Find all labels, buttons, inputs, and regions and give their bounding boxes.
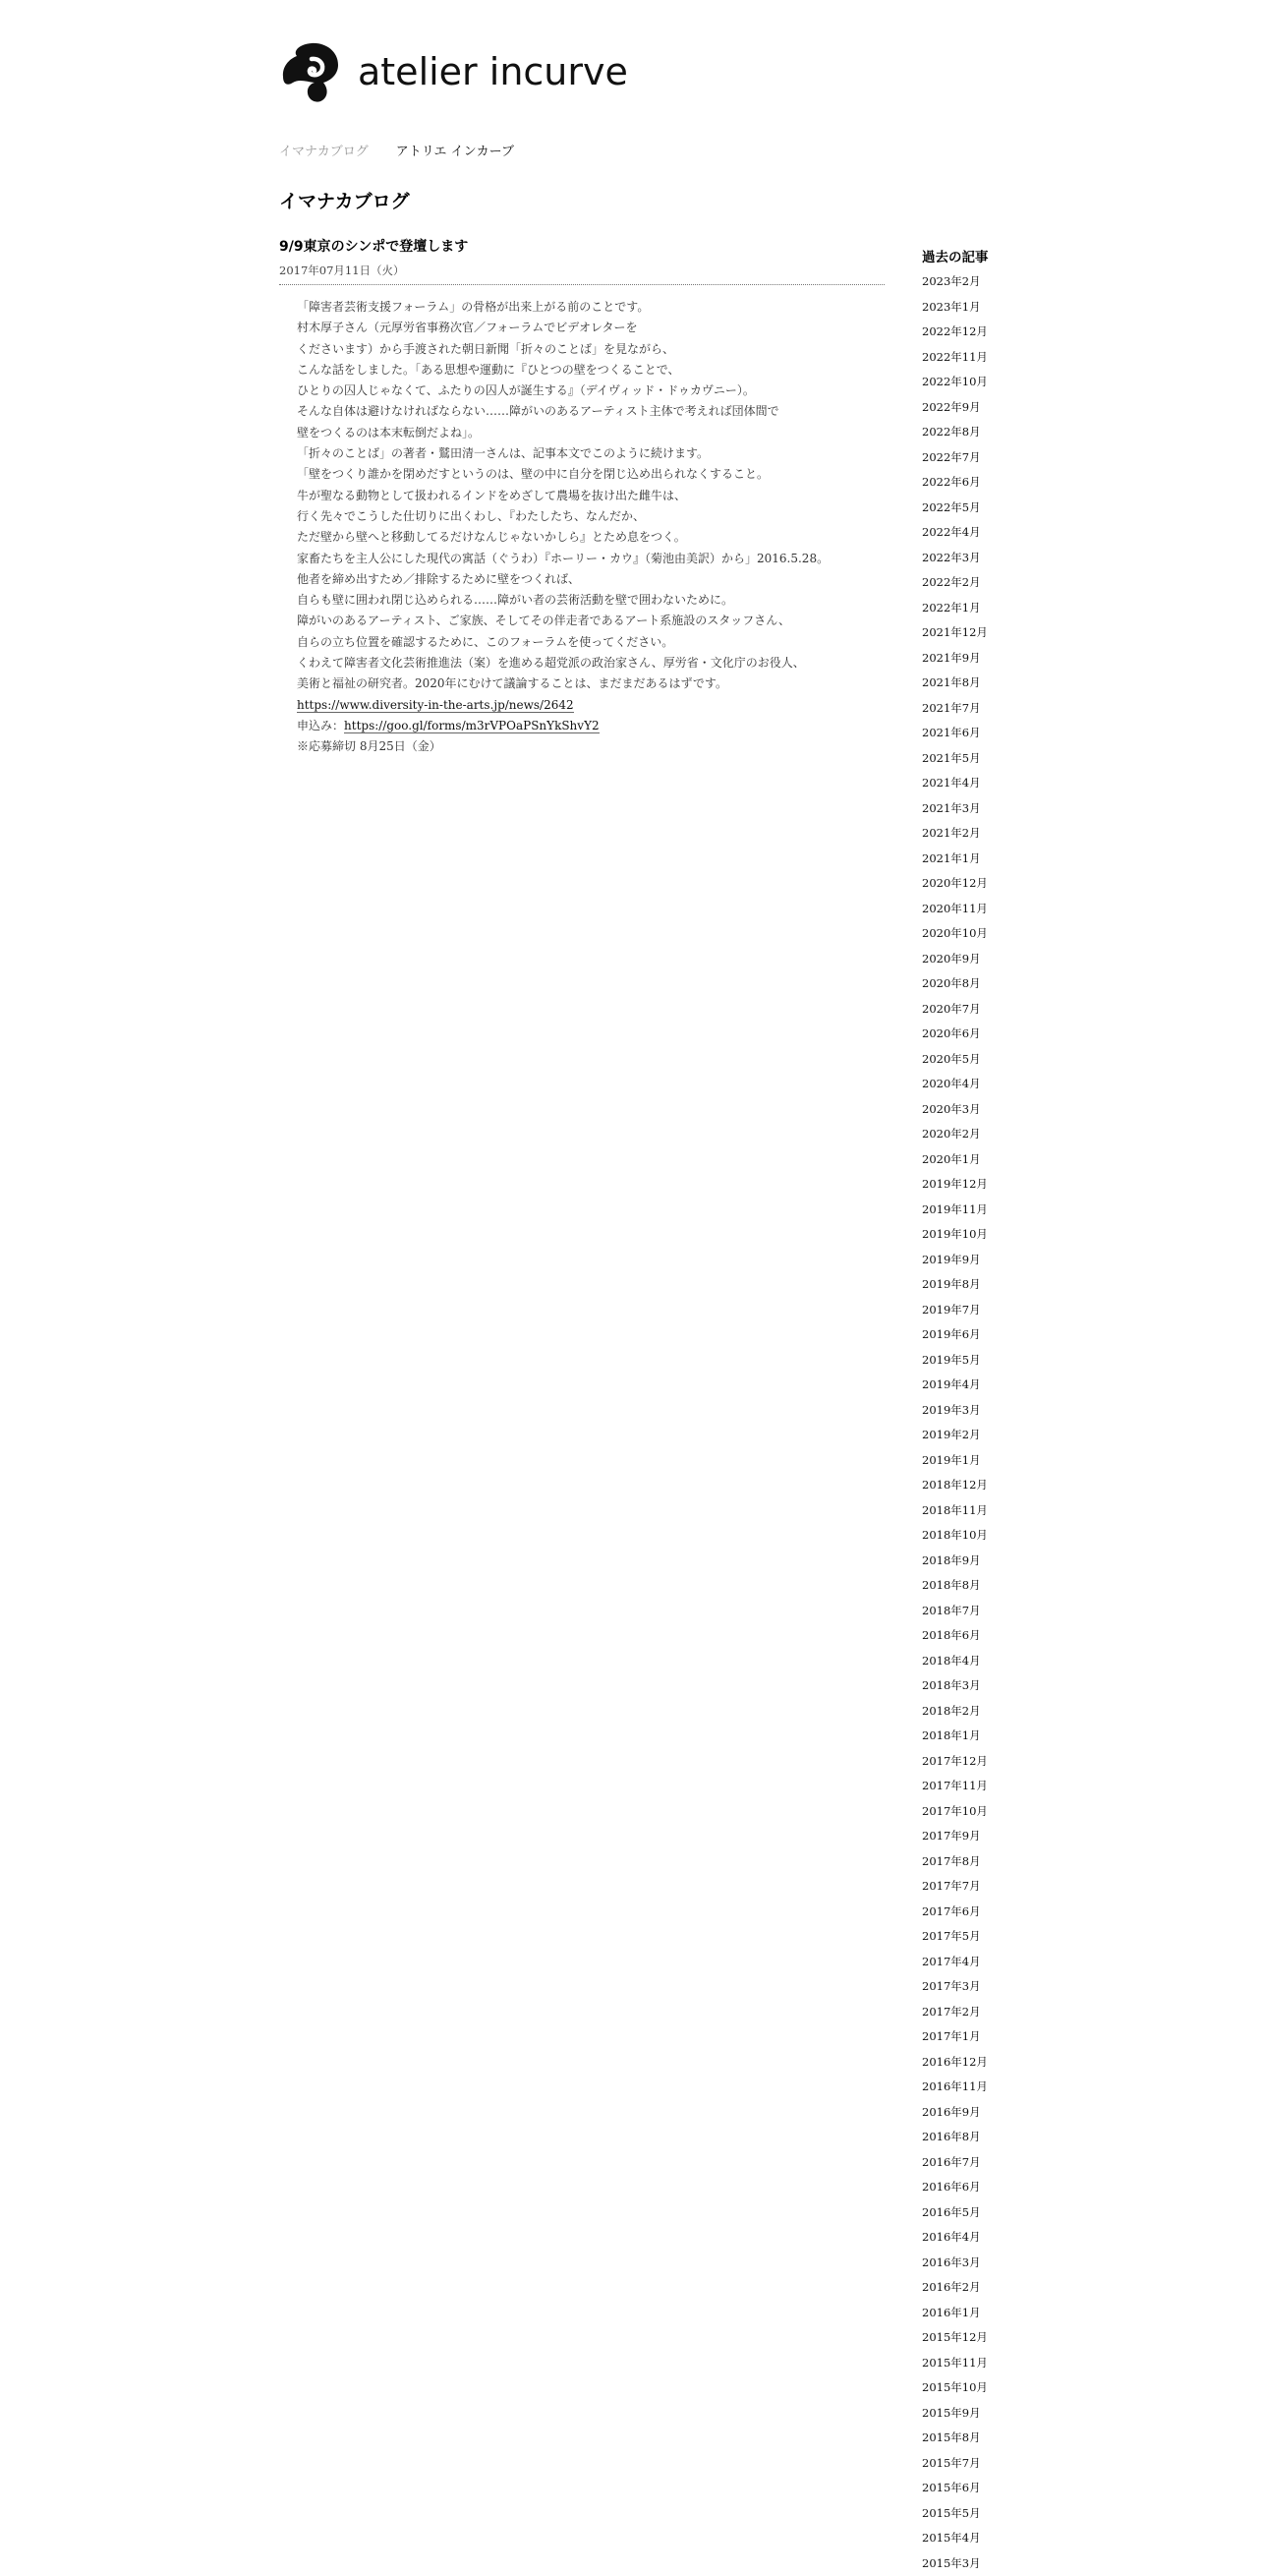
archive-link[interactable]: 2020年5月 — [922, 1052, 981, 1066]
archive-link[interactable]: 2019年6月 — [922, 1327, 981, 1341]
archive-item — [922, 2251, 1079, 2276]
archive-link[interactable]: 2021年1月 — [922, 851, 981, 865]
article-line: 行く先々でこうした仕切りに出くわし、『わたしたち、なんだか、 — [297, 506, 885, 527]
archive-link[interactable]: 2022年9月 — [922, 400, 981, 414]
archive-link[interactable]: 2019年8月 — [922, 1277, 981, 1291]
archive-item — [922, 520, 1079, 546]
archive-link[interactable]: 2015年6月 — [922, 2481, 981, 2494]
archive-item — [922, 1198, 1079, 1223]
archive-link[interactable]: 2015年9月 — [922, 2406, 981, 2420]
archive-link[interactable]: 2016年9月 — [922, 2105, 981, 2119]
archive-item — [922, 496, 1079, 521]
article-title: 9/9東京のシンポで登壇します — [279, 236, 885, 256]
archive-item — [922, 1724, 1079, 1749]
archive-title: 過去の記事 — [922, 246, 1079, 265]
archive-item — [922, 997, 1079, 1023]
archive-link[interactable]: 2019年3月 — [922, 1403, 981, 1417]
archive-item — [922, 1147, 1079, 1173]
archive-item — [922, 2301, 1079, 2326]
archive-item — [922, 546, 1079, 571]
archive-item — [922, 1749, 1079, 1775]
archive-item — [922, 345, 1079, 371]
archive-link[interactable]: 2018年4月 — [922, 1654, 981, 1668]
archive-link[interactable]: 2021年3月 — [922, 801, 981, 815]
archive-link[interactable]: 2022年4月 — [922, 525, 981, 539]
archive-item — [922, 1774, 1079, 1799]
archive-link[interactable]: 2022年12月 — [922, 324, 988, 338]
logo-wordmark[interactable]: atelier incurve — [358, 50, 628, 93]
archive-link[interactable]: 2015年11月 — [922, 2356, 988, 2370]
archive-item — [922, 320, 1079, 345]
archive-item — [922, 1699, 1079, 1725]
article-body — [279, 297, 885, 758]
archive-item — [922, 971, 1079, 997]
archive-link[interactable]: 2019年10月 — [922, 1227, 988, 1241]
archive-link[interactable]: 2021年7月 — [922, 701, 981, 715]
archive-link[interactable]: 2022年5月 — [922, 500, 981, 514]
archive-link[interactable]: 2020年1月 — [922, 1152, 981, 1166]
archive-item — [922, 2175, 1079, 2200]
archive-item — [922, 1022, 1079, 1047]
archive-link[interactable]: 2017年4月 — [922, 1955, 981, 1968]
archive-link[interactable]: 2020年8月 — [922, 976, 981, 990]
archive-item — [922, 1673, 1079, 1699]
archive-link[interactable]: 2020年6月 — [922, 1026, 981, 1040]
archive-link[interactable]: 2020年10月 — [922, 926, 988, 940]
archive-item — [922, 1874, 1079, 1900]
article-line: 「障害者芸術支援フォーラム」の骨格が出来上がる前のことです。 — [297, 297, 885, 318]
article-link-paragraph — [297, 695, 885, 716]
archive-item — [922, 1549, 1079, 1574]
archive-item — [922, 1448, 1079, 1474]
archive-link[interactable]: 2016年3月 — [922, 2255, 981, 2269]
archive-link[interactable]: 2017年10月 — [922, 1804, 988, 1818]
archive-item — [922, 1900, 1079, 1925]
archive-link[interactable]: 2022年6月 — [922, 475, 981, 489]
article-line: 美術と福祉の研究者。2020年にむけて議論することは、まだまだあるはずです。 — [297, 673, 885, 694]
archive-item — [922, 2401, 1079, 2427]
archive-link[interactable]: 2022年2月 — [922, 575, 981, 589]
archive-item — [922, 620, 1079, 646]
archive-item — [922, 2476, 1079, 2501]
article-line: 自らも壁に囲われ閉じ込められる……障がい者の芸術活動を壁で囲わないために。 — [297, 590, 885, 611]
archive-link[interactable]: 2017年11月 — [922, 1779, 988, 1792]
archive-item — [922, 2000, 1079, 2025]
archive-link[interactable]: 2015年7月 — [922, 2456, 981, 2470]
article-line: 家畜たちを主人公にした現代の寓話（ぐうわ）『ホーリー・カウ』（菊池由美訳）から」2016.5.28。 — [297, 549, 885, 569]
archive-item — [922, 1599, 1079, 1624]
article-line: くださいます）から手渡された朝日新聞「折々のことば」を見ながら、 — [297, 339, 885, 360]
archive-item — [922, 1373, 1079, 1398]
archive-link[interactable]: 2017年9月 — [922, 1829, 981, 1843]
article-line: くわえて障害者文化芸術推進法（案）を進める超党派の政治家さん、厚労省・文化庁のお役人、 — [297, 653, 885, 673]
archive-item — [922, 2551, 1079, 2576]
article-line: 他者を締め出すため／排除するために壁をつくれば、 — [297, 569, 885, 590]
article-line: 壁をつくるのは本末転倒だよね」。 — [297, 423, 885, 443]
nav-item-imanaka-blog[interactable]: イマナカブログ — [279, 141, 369, 159]
archive-link[interactable]: 2017年3月 — [922, 1979, 981, 1993]
archive-item — [922, 2451, 1079, 2477]
archive-link[interactable]: 2016年4月 — [922, 2230, 981, 2244]
archive-link[interactable]: 2021年6月 — [922, 726, 981, 739]
archive-link[interactable]: 2021年2月 — [922, 826, 981, 840]
archive-item — [922, 771, 1079, 796]
archive-link[interactable]: 2018年10月 — [922, 1528, 988, 1542]
archive-link[interactable]: 2019年7月 — [922, 1303, 981, 1317]
archive-item — [922, 1799, 1079, 1825]
archive-item — [922, 1473, 1079, 1498]
archive-item — [922, 445, 1079, 471]
archive-item — [922, 796, 1079, 822]
deadline-text: ※応募締切 8月25日（金） — [297, 736, 885, 757]
archive-item — [922, 1072, 1079, 1097]
nav-item-atelier-incurve[interactable]: アトリエ インカーブ — [396, 141, 514, 159]
archive-item — [922, 2075, 1079, 2100]
archive-link[interactable]: 2017年1月 — [922, 2029, 981, 2043]
archive-link[interactable]: 2016年8月 — [922, 2130, 981, 2143]
archive-link[interactable]: 2022年3月 — [922, 551, 981, 564]
article-line: ただ壁から壁へと移動してるだけなんじゃないかしら』とため息をつく。 — [297, 527, 885, 548]
archive-link[interactable]: 2016年1月 — [922, 2306, 981, 2319]
archive-link[interactable]: 2018年7月 — [922, 1604, 981, 1617]
archive-link[interactable]: 2022年8月 — [922, 425, 981, 439]
archive-item — [922, 1974, 1079, 2000]
archive-item — [922, 696, 1079, 722]
archive-item — [922, 2275, 1079, 2301]
archive-link[interactable]: 2015年5月 — [922, 2506, 981, 2520]
archive-link[interactable]: 2015年3月 — [922, 2556, 981, 2570]
archive-link[interactable]: 2019年12月 — [922, 1177, 988, 1191]
archive-link[interactable]: 2023年2月 — [922, 274, 981, 288]
archive-link[interactable]: 2018年8月 — [922, 1578, 981, 1592]
archive-item — [922, 1523, 1079, 1549]
article-divider — [279, 284, 885, 285]
archive-link[interactable]: 2018年1月 — [922, 1728, 981, 1742]
archive-link[interactable]: 2020年11月 — [922, 902, 988, 915]
article-line: そんな自体は避けなければならない……障がいのあるアーティスト主体で考えれば団体間で — [297, 401, 885, 422]
article-text — [297, 297, 885, 695]
archive-item — [922, 847, 1079, 872]
article-line: こんな話をしました。「ある思想や運動に『ひとつの壁をつくることで、 — [297, 360, 885, 381]
archive-item — [922, 897, 1079, 922]
archive-link[interactable]: 2018年2月 — [922, 1704, 981, 1718]
archive-item — [922, 1172, 1079, 1198]
article-line: 障がいのあるアーティスト、ご家族、そしてその伴走者であるアート系施設のスタッフさん、 — [297, 611, 885, 631]
archive-item — [922, 2225, 1079, 2251]
archive-item — [922, 1298, 1079, 1323]
archive-item — [922, 1498, 1079, 1524]
archive-item — [922, 671, 1079, 696]
article-line: ひとりの囚人じゃなくて、ふたりの囚人が誕生する』（デイヴィッド・ドゥカヴニー）。 — [297, 381, 885, 401]
archive-link[interactable]: 2022年7月 — [922, 450, 981, 464]
archive-link[interactable]: 2022年10月 — [922, 375, 988, 388]
archive-item — [922, 1348, 1079, 1374]
archive-item — [922, 269, 1079, 295]
archive-item — [922, 2050, 1079, 2076]
archive-link[interactable]: 2020年2月 — [922, 1127, 981, 1141]
archive-link[interactable]: 2018年9月 — [922, 1553, 981, 1567]
archive-sidebar — [922, 246, 1079, 2576]
apply-label: 申込み： — [297, 719, 344, 732]
archive-link[interactable]: 2016年7月 — [922, 2155, 981, 2169]
article-date: 2017年07月11日（火） — [279, 263, 885, 278]
archive-link[interactable]: 2020年9月 — [922, 952, 981, 966]
archive-item — [922, 1824, 1079, 1849]
archive-item — [922, 1573, 1079, 1599]
archive-link[interactable]: 2016年6月 — [922, 2180, 981, 2194]
main-nav — [279, 141, 514, 159]
archive-item — [922, 2325, 1079, 2351]
archive-item — [922, 721, 1079, 746]
archive-link[interactable]: 2020年7月 — [922, 1002, 981, 1016]
archive-link[interactable]: 2015年12月 — [922, 2330, 988, 2344]
archive-link[interactable]: 2021年9月 — [922, 651, 981, 665]
article-line: 自らの立ち位置を確認するために、このフォーラムを使ってください。 — [297, 632, 885, 653]
archive-item — [922, 2526, 1079, 2551]
archive-item — [922, 1423, 1079, 1448]
archive-link[interactable]: 2017年12月 — [922, 1754, 988, 1768]
archive-item — [922, 596, 1079, 621]
archive-item — [922, 2125, 1079, 2150]
archive-link[interactable]: 2019年2月 — [922, 1428, 981, 1441]
article-line: 「折々のことば」の著者・鷲田清一さんは、記事本文でこのように続けます。 — [297, 443, 885, 464]
diversity-arts-link[interactable]: https://www.diversity-in-the-arts.jp/news/2642 — [297, 698, 574, 713]
archive-item — [922, 947, 1079, 972]
archive-link[interactable]: 2018年12月 — [922, 1478, 988, 1492]
archive-item — [922, 1222, 1079, 1248]
archive-link[interactable]: 2019年5月 — [922, 1353, 981, 1367]
archive-item — [922, 1623, 1079, 1649]
archive-item — [922, 470, 1079, 496]
archive-link[interactable]: 2018年11月 — [922, 1503, 988, 1517]
archive-link[interactable]: 2017年6月 — [922, 1904, 981, 1918]
archive-link[interactable]: 2020年12月 — [922, 876, 988, 890]
archive-item — [922, 2426, 1079, 2451]
archive-item — [922, 2351, 1079, 2376]
archive-item — [922, 1649, 1079, 1674]
archive-link[interactable]: 2021年4月 — [922, 776, 981, 790]
archive-item — [922, 2501, 1079, 2527]
logo-icon[interactable] — [279, 39, 344, 104]
archive-link[interactable]: 2017年7月 — [922, 1879, 981, 1893]
archive-link[interactable]: 2015年8月 — [922, 2430, 981, 2444]
archive-link[interactable]: 2021年5月 — [922, 751, 981, 765]
archive-item — [922, 1047, 1079, 1073]
archive-item — [922, 1122, 1079, 1147]
archive-link[interactable]: 2018年6月 — [922, 1628, 981, 1642]
archive-link[interactable]: 2016年2月 — [922, 2280, 981, 2294]
archive-item — [922, 921, 1079, 947]
archive-item — [922, 1248, 1079, 1273]
archive-item — [922, 1950, 1079, 1975]
archive-link[interactable]: 2019年1月 — [922, 1453, 981, 1467]
archive-link[interactable]: 2021年12月 — [922, 625, 988, 639]
archive-link[interactable]: 2020年4月 — [922, 1077, 981, 1090]
page-title: イマナカブログ — [279, 187, 410, 213]
archive-link[interactable]: 2023年1月 — [922, 300, 981, 314]
archive-link[interactable]: 2019年4月 — [922, 1377, 981, 1391]
archive-item — [922, 2024, 1079, 2050]
article-line: 村木厚子さん（元厚労省事務次官／フォーラムでビデオレターを — [297, 318, 885, 338]
archive-item — [922, 2150, 1079, 2176]
article-line: 牛が聖なる動物として扱われるインドをめざして農場を抜け出た雌牛は、 — [297, 486, 885, 506]
archive-item — [922, 2200, 1079, 2226]
archive-item — [922, 295, 1079, 321]
archive-item — [922, 1924, 1079, 1950]
archive-link[interactable]: 2019年9月 — [922, 1253, 981, 1266]
apply-paragraph — [297, 716, 885, 736]
apply-form-link[interactable]: https://goo.gl/forms/m3rVPOaPSnYkShvY2 — [344, 719, 600, 733]
archive-link[interactable]: 2015年10月 — [922, 2380, 988, 2394]
archive-item — [922, 1097, 1079, 1123]
archive-link[interactable]: 2022年11月 — [922, 350, 988, 364]
archive-link[interactable]: 2016年11月 — [922, 2079, 988, 2093]
site-header — [279, 37, 628, 106]
archive-link[interactable]: 2016年12月 — [922, 2055, 988, 2069]
archive-item — [922, 746, 1079, 772]
archive-link[interactable]: 2021年8月 — [922, 675, 981, 689]
archive-link[interactable]: 2017年2月 — [922, 2005, 981, 2019]
archive-item — [922, 2100, 1079, 2126]
archive-item — [922, 420, 1079, 445]
archive-item — [922, 646, 1079, 672]
archive-item — [922, 570, 1079, 596]
archive-item — [922, 871, 1079, 897]
archive-list — [922, 269, 1079, 2576]
blog-article — [279, 236, 885, 758]
archive-link[interactable]: 2019年11月 — [922, 1202, 988, 1216]
archive-item — [922, 1272, 1079, 1298]
archive-link[interactable]: 2018年3月 — [922, 1678, 981, 1692]
archive-link[interactable]: 2020年3月 — [922, 1102, 981, 1116]
archive-item — [922, 1849, 1079, 1875]
archive-item — [922, 2375, 1079, 2401]
archive-link[interactable]: 2015年4月 — [922, 2531, 981, 2545]
archive-item — [922, 821, 1079, 847]
archive-link[interactable]: 2017年8月 — [922, 1854, 981, 1868]
archive-link[interactable]: 2016年5月 — [922, 2205, 981, 2219]
archive-item — [922, 370, 1079, 395]
archive-item — [922, 395, 1079, 421]
archive-item — [922, 1398, 1079, 1424]
archive-link[interactable]: 2022年1月 — [922, 601, 981, 615]
archive-link[interactable]: 2017年5月 — [922, 1929, 981, 1943]
archive-item — [922, 1322, 1079, 1348]
article-line: 「壁をつくり誰かを閉めだすというのは、壁の中に自分を閉じ込め出られなくすること。 — [297, 464, 885, 485]
